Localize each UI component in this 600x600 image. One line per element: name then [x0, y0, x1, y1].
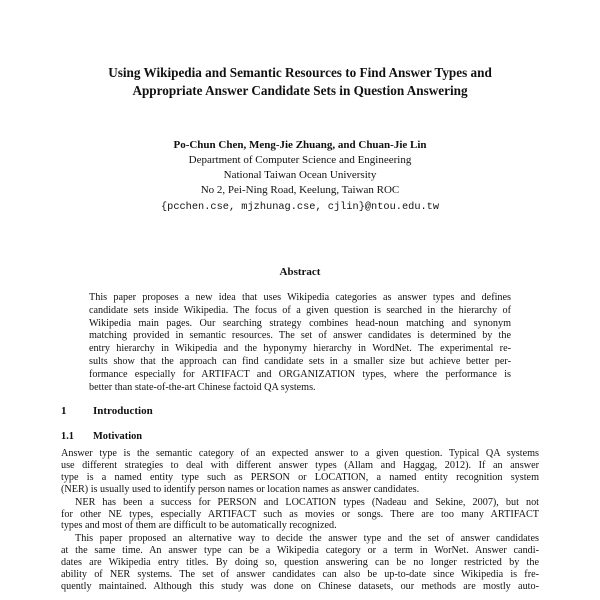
body-line: for other NE types, especially ARTIFACT such as movies or songs. There are too many ARTIFACT — [61, 508, 539, 520]
body-line: NER has been a success for PERSON and LOCATION types (Nadeau and Sekine, 2007), but not — [75, 496, 539, 508]
author-names: Po-Chun Chen, Meng-Jie Zhuang, and Chuan-Jie Lin — [173, 139, 427, 151]
abstract-line: This paper proposes a new idea that uses Wikipedia categories as answer types and defines — [89, 292, 511, 303]
title-line: Appropriate Answer Candidate Sets in Question Answering — [132, 83, 468, 98]
body-line: types and most of them are difficult to be automatically recognized. — [61, 520, 337, 532]
abstract-line: sults show that the approach can find candidate sets in a smaller size but achieve better per- — [89, 355, 511, 367]
title-line: Using Wikipedia and Semantic Resources to Find Answer Types and — [108, 65, 492, 80]
abstract-line: entry hierarchy in Wikipedia and the hyponymy hierarchy in WordNet. The experimental re- — [89, 343, 511, 355]
abstract-line: candidate sets inside Wikipedia. The focus of a given question is searched in the hierarchy of — [89, 304, 511, 316]
section-title: Introduction — [93, 405, 153, 417]
subsection-heading — [61, 431, 142, 442]
body-line: dates are Wikipedia entry titles. By doing so, question answering can be no longer restricted by the — [61, 557, 539, 569]
affiliation-line: National Taiwan Ocean University — [223, 169, 377, 181]
subsection-number: 1.1 — [61, 431, 74, 442]
abstract-heading: Abstract — [279, 266, 321, 278]
affiliation-line: No 2, Pei-Ning Road, Keelung, Taiwan ROC — [200, 184, 400, 196]
subsection-title: Motivation — [93, 431, 143, 442]
abstract-line: matching provided in semantic resources. The set of answer candidates is determined by the — [89, 330, 511, 342]
abstract-line: better than state-of-the-art Chinese factoid QA systems. — [89, 381, 316, 393]
body-line: (NER) is usually used to identify person names or location names as answer candidates. — [61, 483, 420, 495]
author-emails: {pcchen.cse, mjzhunag.cse, cjlin}@ntou.edu.tw — [160, 201, 440, 213]
body-line: type is a named entity type such as PERSON or LOCATION, a named entity recognition system — [61, 471, 539, 483]
abstract-text — [89, 292, 511, 394]
body-line: This paper proposed an alternative way to decide the answer type and the set of answer candidates — [75, 533, 539, 545]
body-line: quently maintained. Although this study was done on Chinese datasets, our methods are mostly auto- — [61, 580, 539, 592]
body-line: at the same time. An answer type can be a Wikipedia category or a term in WorNet. Answer candi- — [61, 545, 539, 557]
abstract-line: formance especially for ARTIFACT and ORGANIZATION types, where the performance is — [89, 368, 511, 380]
body-line: Answer type is the semantic category of an expected answer to a given question. Typical QA systems — [61, 448, 539, 459]
body-line: use different strategies to deal with different answer types (Allam and Haggag, 2012). If an answer — [61, 459, 539, 471]
author-block — [60, 138, 540, 215]
section-number: 1 — [61, 405, 67, 417]
abstract-line: Wikipedia main pages. Our searching strategy combines head-noun matching and synonym — [89, 317, 511, 329]
section-heading — [61, 405, 153, 417]
paper-title — [60, 64, 540, 100]
body-line: ability of NER systems. The set of answer candidates can also be up-to-date since Wikipedia is fre- — [61, 569, 539, 581]
affiliation-line: Department of Computer Science and Engineering — [188, 154, 412, 166]
body-text — [61, 448, 539, 593]
